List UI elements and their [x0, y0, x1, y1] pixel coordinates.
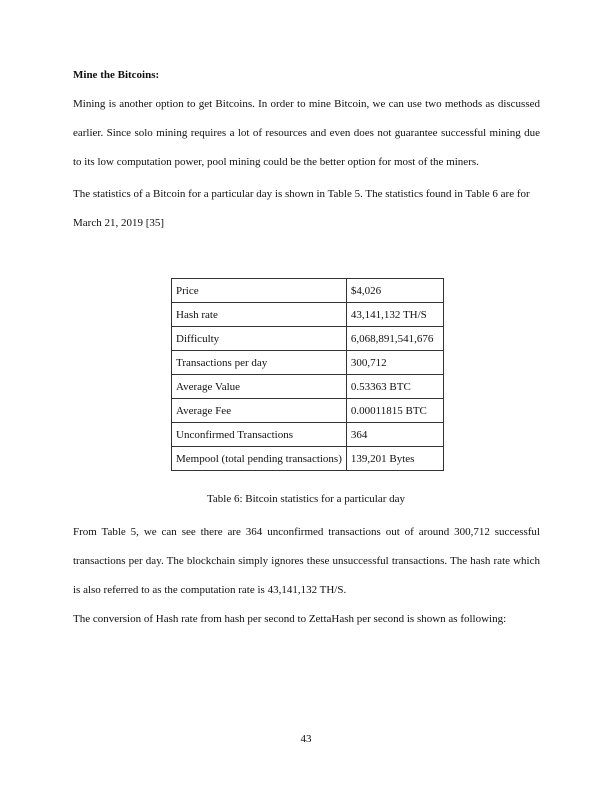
table-cell-label: Price: [172, 279, 347, 303]
table-row: [172, 399, 444, 423]
table-cell-label: Hash rate: [172, 303, 347, 327]
table-cell-label: Average Fee: [172, 399, 347, 423]
table-cell-label: Mempool (total pending transactions): [172, 447, 347, 471]
table-cell-value: 43,141,132 TH/S: [346, 303, 443, 327]
paragraph-mining-intro: Mining is another option to get Bitcoins. In order to mine Bitcoin, we can use two methods as discussed earlier. Since solo mining requires a lot of resources and even does not guarantee successful mining due to its low computation power, pool mining could be the better option for most of the miners.: [73, 98, 540, 168]
table-cell-label: Difficulty: [172, 327, 347, 351]
bitcoin-statistics-table: [171, 278, 444, 471]
table-row: [172, 423, 444, 447]
table-cell-value: $4,026: [346, 279, 443, 303]
paragraph-table-analysis: From Table 5, we can see there are 364 unconfirmed transactions out of around 300,712 successful transactions per day. The blockchain simply ignores these unsuccessful transactions. The hash rate which is also referred to as the computation rate is 43,141,132 TH/S.: [73, 526, 540, 596]
table-cell-value: 6,068,891,541,676: [346, 327, 443, 351]
table-row: [172, 303, 444, 327]
table-cell-label: Transactions per day: [172, 351, 347, 375]
table-cell-value: 0.00011815 BTC: [346, 399, 443, 423]
table-row: [172, 375, 444, 399]
table-row: [172, 279, 444, 303]
table-row: [172, 351, 444, 375]
bitcoin-statistics-table-wrapper: [171, 278, 444, 471]
table-cell-value: 364: [346, 423, 443, 447]
table-cell-label: Average Value: [172, 375, 347, 399]
table-cell-label: Unconfirmed Transactions: [172, 423, 347, 447]
table-row: [172, 447, 444, 471]
table-cell-value: 0.53363 BTC: [346, 375, 443, 399]
table-cell-value: 139,201 Bytes: [346, 447, 443, 471]
table-caption: Table 6: Bitcoin statistics for a particular day: [206, 493, 406, 505]
section-heading: Mine the Bitcoins:: [73, 69, 160, 81]
paragraph-conversion-intro: The conversion of Hash rate from hash per second to ZettaHash per second is shown as following:: [73, 613, 507, 625]
table-row: [172, 327, 444, 351]
paragraph-statistics-intro: The statistics of a Bitcoin for a particular day is shown in Table 5. The statistics found in Table 6 are for March 21, 2019 [35]: [73, 188, 530, 229]
table-cell-value: 300,712: [346, 351, 443, 375]
page-number: 43: [300, 733, 312, 745]
